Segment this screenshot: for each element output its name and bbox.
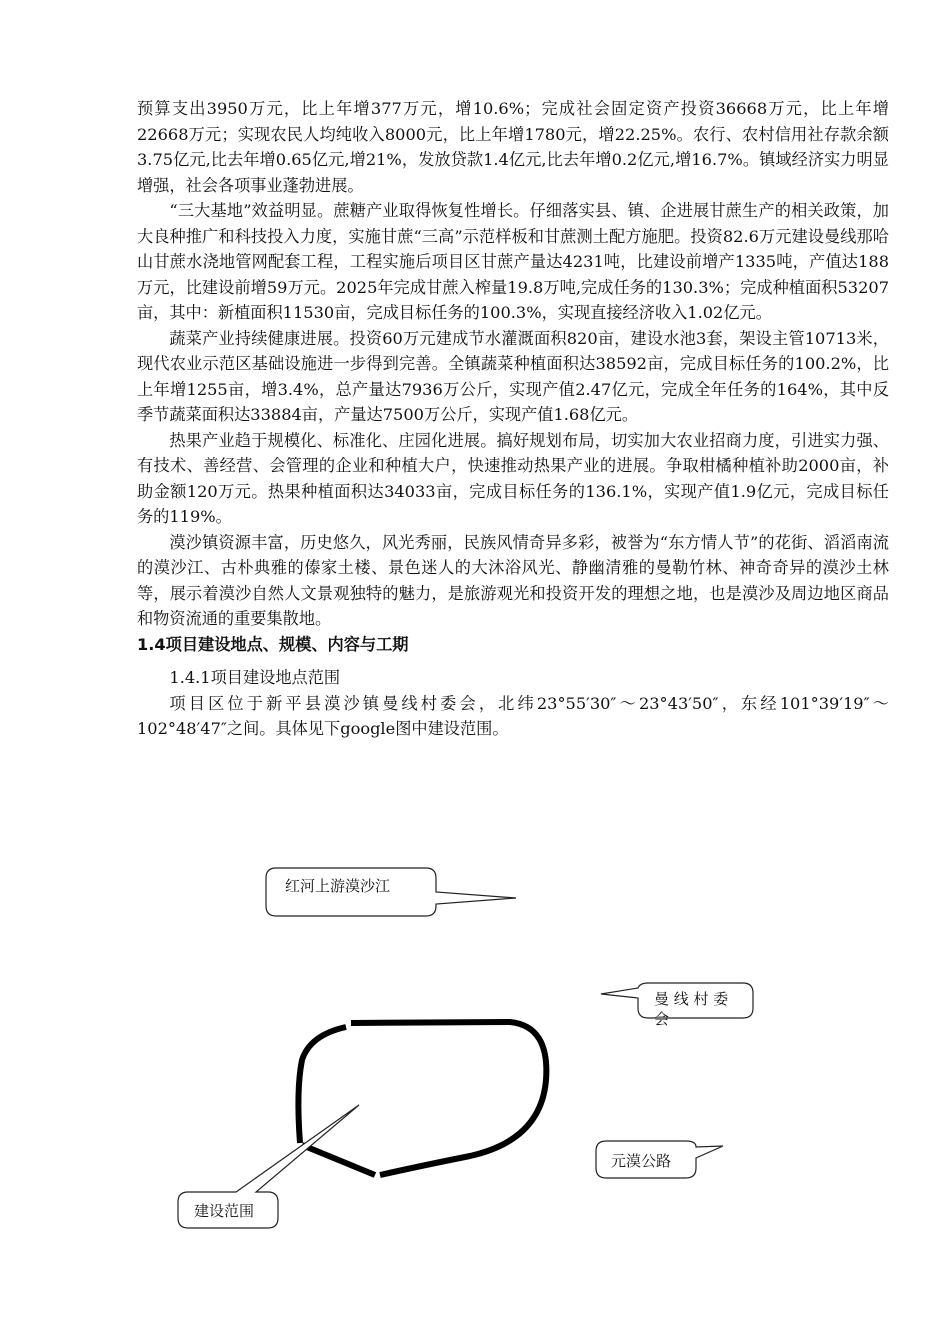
callout-river-label: 红河上游漠沙江 [285, 877, 391, 895]
section-heading: 1.4项目建设地点、规模、内容与工期 [137, 634, 409, 654]
callout-village [601, 983, 753, 1028]
area-boundary-south [302, 1145, 375, 1175]
callout-site [178, 1105, 359, 1228]
area-boundary-west [298, 1027, 346, 1143]
callout-village-label-2: 会 [654, 1010, 670, 1028]
paragraph-sugarcane: “三大基地”效益明显。蔗糖产业取得恢复性增长。仔细落实县、镇、企进展甘蔗生产的相关政策，加大良种推广和科技投入力度，实施甘蔗“三高”示范样板和甘蔗测土配方施肥。投资82.6万元建设曼线那哈山甘蔗水浇地管网配套工程，工程实施后项目区甘蔗产量达4231吨，比建设前增产1335吨，产值达188万元，比建设前增59万元。2025年完成甘蔗入榨量19.8万吨,完成任务的130.3%；完成种植面积53207亩，其中：新植面积11530亩，完成目标任务的100.3%，实现直接经济收入1.02亿元。 [137, 201, 889, 322]
callout-river [266, 868, 516, 916]
paragraph-vegetables: 蔬菜产业持续健康进展。投资60万元建成节水灌溉面积820亩，建设水池3套，架设主管10713米，现代农业示范区基础设施进一步得到完善。全镇蔬菜种植面积达38592亩，完成目标任务的100.2%，比上年增1255亩，增3.4%，总产量达7936万公斤，实现产值2.47亿元，完成全年任务的164%，其中反季节蔬菜面积达33884亩，产量达7500万公斤，实现产值1.68亿元。 [137, 328, 889, 424]
paragraph-economy: 预算支出3950万元，比上年增377万元，增10.6%；完成社会固定资产投资36668万元，比上年增22668万元；实现农民人均纯收入8000元，比上年增1780元，增22.25%。农行、农村信用社存款余额3.75亿元,比去年增0.65亿元,增21%，发放贷款1.4亿元,比去年增0.2亿元,增16.7%。镇域经济实力明显增强，社会各项事业蓬勃进展。 [137, 99, 889, 195]
subsection-heading: 1.4.1项目建设地点范围 [169, 668, 341, 687]
callout-village-label-1: 曼 线 村 委 [654, 990, 729, 1008]
paragraph-tourism: 漠沙镇资源丰富，历史悠久，风光秀丽，民族风情奇异多彩，被誉为“东方情人节”的花街、滔滔南流的漠沙江、古朴典雅的傣家土楼、景色迷人的大沐浴风光、静幽清雅的曼勒竹林、神奇奇异的漠沙土林等，展示着漠沙自然人文景观独特的魅力，是旅游观光和投资开发的理想之地，也是漠沙及周边地区商品和物资流通的重要集散地。 [137, 532, 889, 628]
callout-site-label: 建设范围 [194, 1202, 255, 1220]
paragraph-tropical-fruit: 热果产业趋于规模化、标准化、庄园化进展。搞好规划布局，切实加大农业招商力度，引进实力强、有技术、善经营、会管理的企业和种植大户，快速推动热果产业的进展。争取柑橘种植补助2000亩，补助金额120万元。热果种植面积达34033亩，完成目标任务的136.1%，实现产值1.9亿元，完成目标任务的119%。 [137, 430, 889, 526]
callout-road-label: 元漠公路 [611, 1152, 672, 1170]
paragraph-location: 项目区位于新平县漠沙镇曼线村委会，北纬23°55′30″～23°43′50″，东经101°39′19″～102°48′47″之间。具体见下google图中建设范围。 [137, 693, 889, 738]
area-boundary-east [351, 1022, 546, 1175]
construction-area-outline [298, 1022, 546, 1175]
callout-road [596, 1141, 723, 1178]
